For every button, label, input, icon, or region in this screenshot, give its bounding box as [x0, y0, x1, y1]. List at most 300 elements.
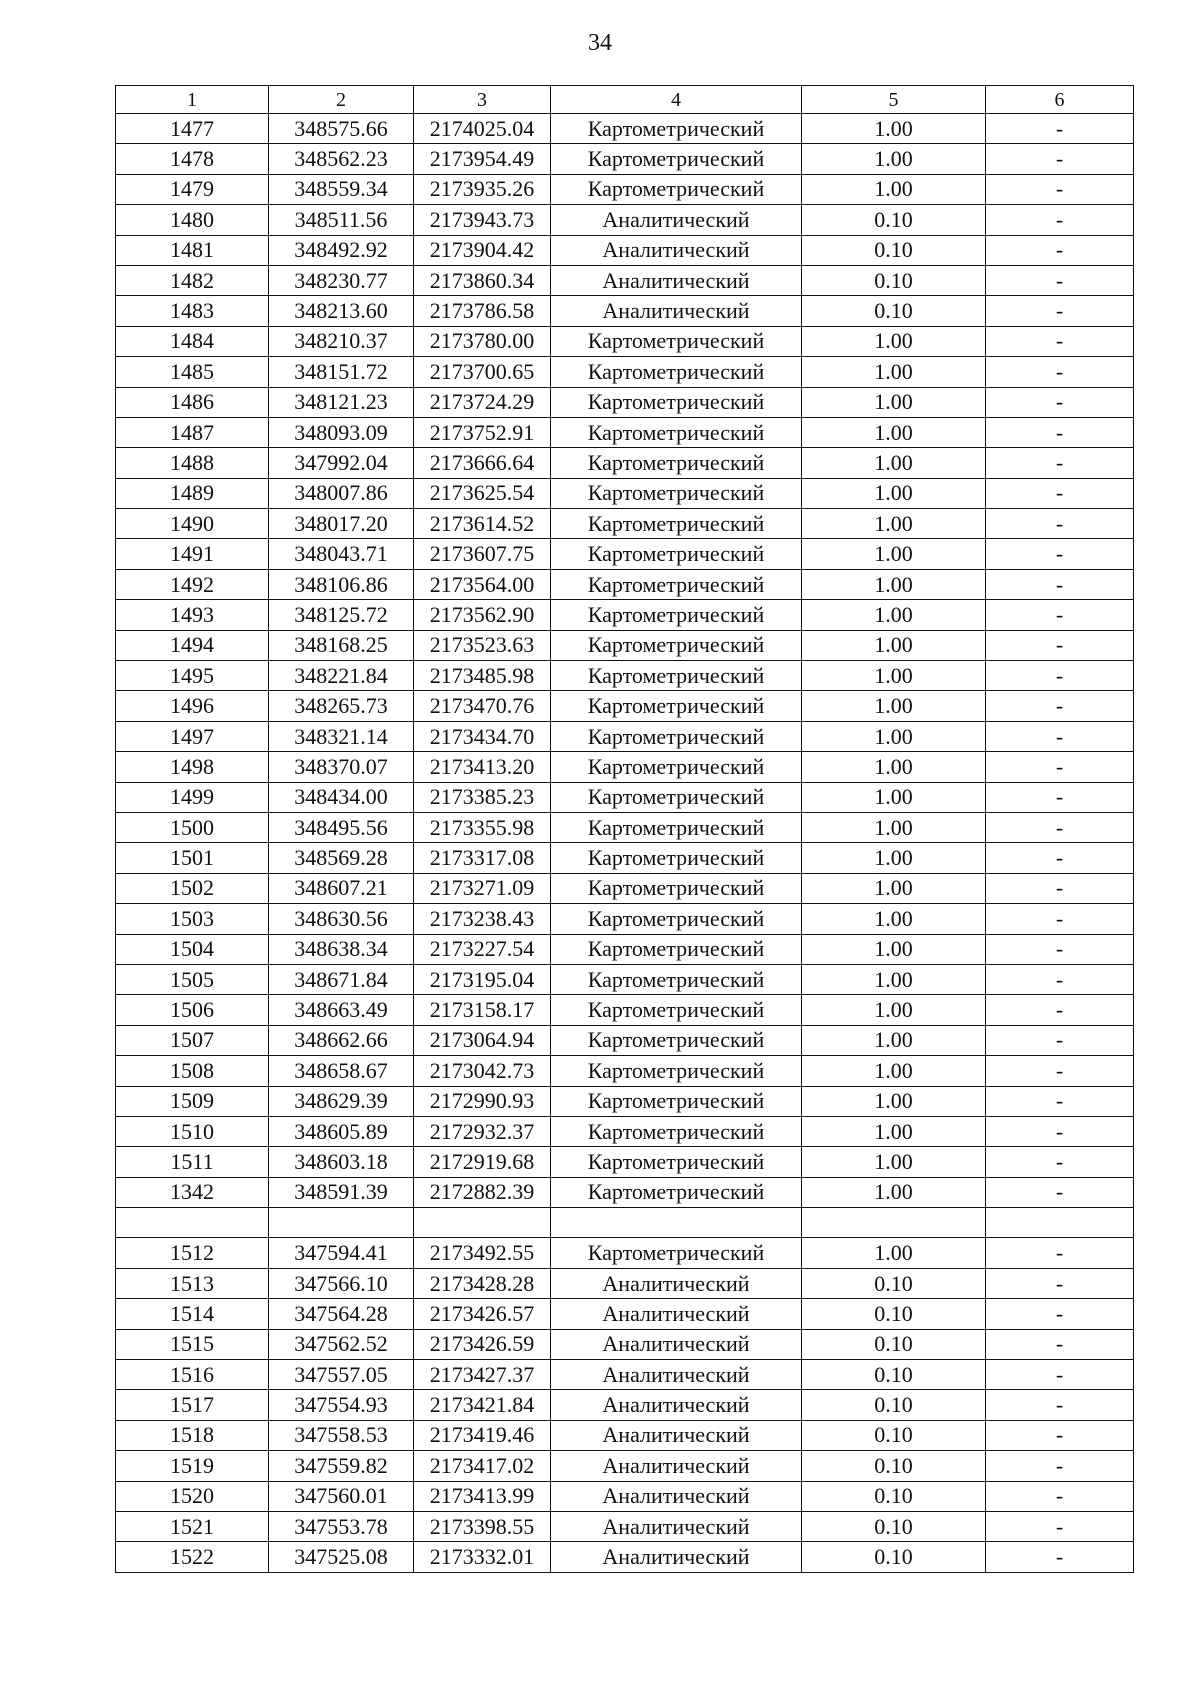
table-cell-col-5: 0.10 [802, 1268, 986, 1298]
table-cell-col-2: 348562.23 [269, 144, 414, 174]
table-cell-col-4: Картометрический [551, 478, 802, 508]
table-cell-col-4: Аналитический [551, 1451, 802, 1481]
table-cell-col-6: - [986, 995, 1134, 1025]
table-cell-col-4: Аналитический [551, 1268, 802, 1298]
table-cell-col-1: 1506 [116, 995, 269, 1025]
table-cell-col-3: 2173943.73 [414, 205, 551, 235]
table-cell-col-4: Аналитический [551, 265, 802, 295]
table-cell-col-6: - [986, 387, 1134, 417]
table-cell-col-6: - [986, 235, 1134, 265]
column-header-3: 3 [414, 86, 551, 114]
table-cell-col-4: Аналитический [551, 235, 802, 265]
table-row [116, 661, 1134, 691]
table-cell-col-2: 348638.34 [269, 934, 414, 964]
coordinates-table [115, 85, 1134, 1573]
table-cell-col-5: 0.10 [802, 1329, 986, 1359]
table-row [116, 235, 1134, 265]
table-cell-col-2: 347559.82 [269, 1451, 414, 1481]
table-row [116, 1542, 1134, 1572]
table-row [116, 174, 1134, 204]
table-row [116, 1420, 1134, 1450]
table-row [116, 1147, 1134, 1177]
table-cell-col-4: Картометрический [551, 539, 802, 569]
table-row [116, 357, 1134, 387]
table-cell-col-1: 1514 [116, 1299, 269, 1329]
table-cell-col-2: 348591.39 [269, 1177, 414, 1207]
table-cell-col-3: 2173042.73 [414, 1056, 551, 1086]
table-cell-col-4: Картометрический [551, 661, 802, 691]
table-row [116, 1238, 1134, 1268]
table-cell-col-6: - [986, 509, 1134, 539]
table-cell-col-1: 1486 [116, 387, 269, 417]
table-cell-col-1: 1490 [116, 509, 269, 539]
table-cell-col-3: 2173385.23 [414, 782, 551, 812]
table-cell-col-3: 2173355.98 [414, 812, 551, 842]
table-cell-col-4: Аналитический [551, 1511, 802, 1541]
table-cell-col-5: 1.00 [802, 600, 986, 630]
table-cell-col-2: 347554.93 [269, 1390, 414, 1420]
table-cell-col-5: 1.00 [802, 448, 986, 478]
table-cell-col-5: 1.00 [802, 964, 986, 994]
table-cell-col-4: Картометрический [551, 387, 802, 417]
table-cell-col-5: 1.00 [802, 1147, 986, 1177]
table-cell-col-2: 348230.77 [269, 265, 414, 295]
table-cell-col-5: 1.00 [802, 721, 986, 751]
table-cell-col-3: 2173238.43 [414, 904, 551, 934]
table-cell-col-4: Аналитический [551, 205, 802, 235]
table-row [116, 509, 1134, 539]
table-cell-col-4: Картометрический [551, 326, 802, 356]
table-cell-col-2: 348603.18 [269, 1147, 414, 1177]
table-row [116, 1451, 1134, 1481]
table-cell-col-4: Аналитический [551, 1360, 802, 1390]
table-cell-col-1: 1481 [116, 235, 269, 265]
table-cell-col-5: 1.00 [802, 569, 986, 599]
table-cell-col-2: 348511.56 [269, 205, 414, 235]
table-cell-col-2: 348213.60 [269, 296, 414, 326]
table-row [116, 1086, 1134, 1116]
table-cell-col-1: 1513 [116, 1268, 269, 1298]
table-cell-col-4: Картометрический [551, 995, 802, 1025]
table-cell-col-4: Картометрический [551, 904, 802, 934]
table-cell-col-6: - [986, 539, 1134, 569]
table-cell-col-3: 2172919.68 [414, 1147, 551, 1177]
table-cell-col-5: 1.00 [802, 843, 986, 873]
table-cell-col-6: - [986, 752, 1134, 782]
table-cell-col-2: 347564.28 [269, 1299, 414, 1329]
table-cell-col-4: Картометрический [551, 417, 802, 447]
table-cell-col-6: - [986, 326, 1134, 356]
table-cell-col-3: 2173317.08 [414, 843, 551, 873]
table-cell-col-5: 0.10 [802, 1390, 986, 1420]
table-row [116, 114, 1134, 144]
table-cell-col-2: 348370.07 [269, 752, 414, 782]
table-cell-col-2: 348605.89 [269, 1116, 414, 1146]
table-row [116, 904, 1134, 934]
table-cell-col-3: 2173700.65 [414, 357, 551, 387]
table-cell-col-1: 1507 [116, 1025, 269, 1055]
table-cell-col-4: Картометрический [551, 357, 802, 387]
table-row [116, 1025, 1134, 1055]
table-cell-col-6: - [986, 691, 1134, 721]
table-cell-col-3: 2173419.46 [414, 1420, 551, 1450]
table-cell-col-6: - [986, 630, 1134, 660]
table-row [116, 1177, 1134, 1207]
table-cell-col-1: 1499 [116, 782, 269, 812]
table-row [116, 1360, 1134, 1390]
table-cell-col-6: - [986, 1420, 1134, 1450]
table-row [116, 843, 1134, 873]
table-row [116, 144, 1134, 174]
table-cell-col-2: 347562.52 [269, 1329, 414, 1359]
table-cell-col-5: 1.00 [802, 661, 986, 691]
table-cell-col-3: 2173485.98 [414, 661, 551, 691]
table-cell-col-5: 1.00 [802, 144, 986, 174]
table-cell-col-6: - [986, 721, 1134, 751]
table-cell-col-5: 1.00 [802, 691, 986, 721]
table-row [116, 569, 1134, 599]
table-cell-col-2: 347553.78 [269, 1511, 414, 1541]
table-cell-col-6: - [986, 964, 1134, 994]
table-cell-col-3 [414, 1208, 551, 1238]
table-cell-col-1: 1480 [116, 205, 269, 235]
table-cell-col-6: - [986, 1542, 1134, 1572]
table-row [116, 964, 1134, 994]
table-cell-col-4: Картометрический [551, 1025, 802, 1055]
table-cell-col-5: 1.00 [802, 417, 986, 447]
table-cell-col-3: 2173271.09 [414, 873, 551, 903]
table-cell-col-3: 2173426.57 [414, 1299, 551, 1329]
table-header [116, 86, 1134, 114]
table-row [116, 539, 1134, 569]
table-cell-col-5: 1.00 [802, 995, 986, 1025]
table-cell-col-2: 348492.92 [269, 235, 414, 265]
table-cell-col-1: 1479 [116, 174, 269, 204]
table-cell-col-2: 348043.71 [269, 539, 414, 569]
table-cell-col-6: - [986, 934, 1134, 964]
table-row [116, 1329, 1134, 1359]
table-row [116, 326, 1134, 356]
table-cell-col-2: 348559.34 [269, 174, 414, 204]
table-cell-col-2: 348569.28 [269, 843, 414, 873]
table-cell-col-4: Картометрический [551, 873, 802, 903]
table-cell-col-1: 1515 [116, 1329, 269, 1359]
table-cell-col-6 [986, 1208, 1134, 1238]
table-cell-col-1: 1484 [116, 326, 269, 356]
table-cell-col-4: Картометрический [551, 691, 802, 721]
table-cell-col-5: 0.10 [802, 235, 986, 265]
table-row [116, 1299, 1134, 1329]
table-cell-col-1: 1517 [116, 1390, 269, 1420]
table-cell-col-6: - [986, 144, 1134, 174]
table-cell-col-2: 347594.41 [269, 1238, 414, 1268]
table-cell-col-1: 1489 [116, 478, 269, 508]
table-cell-col-5: 1.00 [802, 478, 986, 508]
table-cell-col-3: 2173607.75 [414, 539, 551, 569]
table-cell-col-4: Картометрический [551, 1086, 802, 1116]
table-row [116, 812, 1134, 842]
table-cell-col-2: 348671.84 [269, 964, 414, 994]
table-cell-col-3: 2173332.01 [414, 1542, 551, 1572]
table-cell-col-5: 1.00 [802, 509, 986, 539]
table-cell-col-1: 1492 [116, 569, 269, 599]
table-cell-col-3: 2173413.20 [414, 752, 551, 782]
table-cell-col-4: Картометрический [551, 1177, 802, 1207]
table-cell-col-6: - [986, 478, 1134, 508]
table-cell-col-2: 347558.53 [269, 1420, 414, 1450]
table-cell-col-3: 2173666.64 [414, 448, 551, 478]
table-cell-col-1: 1493 [116, 600, 269, 630]
table-cell-col-3: 2173724.29 [414, 387, 551, 417]
table-cell-col-4: Аналитический [551, 296, 802, 326]
table-cell-col-2: 347560.01 [269, 1481, 414, 1511]
table-cell-col-1: 1477 [116, 114, 269, 144]
table-cell-col-1: 1495 [116, 661, 269, 691]
table-cell-col-4: Аналитический [551, 1481, 802, 1511]
table-cell-col-3: 2173860.34 [414, 265, 551, 295]
table-cell-col-6: - [986, 1268, 1134, 1298]
table-row [116, 417, 1134, 447]
table-cell-col-5: 1.00 [802, 539, 986, 569]
table-row [116, 782, 1134, 812]
table-cell-col-4: Картометрический [551, 812, 802, 842]
table-cell-col-3: 2173227.54 [414, 934, 551, 964]
table-row [116, 600, 1134, 630]
table-cell-col-4: Картометрический [551, 174, 802, 204]
table-cell-col-1: 1501 [116, 843, 269, 873]
table-cell-col-2: 348630.56 [269, 904, 414, 934]
table-cell-col-3: 2173752.91 [414, 417, 551, 447]
table-cell-col-1: 1488 [116, 448, 269, 478]
table-cell-col-1: 1342 [116, 1177, 269, 1207]
table-cell-col-1: 1482 [116, 265, 269, 295]
table-cell-col-6: - [986, 1056, 1134, 1086]
table-cell-col-6: - [986, 174, 1134, 204]
table-cell-col-3: 2173625.54 [414, 478, 551, 508]
table-cell-col-6: - [986, 569, 1134, 599]
table-cell-col-5: 0.10 [802, 205, 986, 235]
table-row [116, 721, 1134, 751]
table-cell-col-4: Аналитический [551, 1390, 802, 1420]
table-cell-col-2: 347525.08 [269, 1542, 414, 1572]
table-cell-col-1: 1496 [116, 691, 269, 721]
table-cell-col-6: - [986, 265, 1134, 295]
table-cell-col-3: 2173398.55 [414, 1511, 551, 1541]
table-cell-col-5: 1.00 [802, 326, 986, 356]
table-cell-col-3: 2174025.04 [414, 114, 551, 144]
table-cell-col-5: 1.00 [802, 904, 986, 934]
table-cell-col-4: Аналитический [551, 1329, 802, 1359]
table-cell-col-4: Картометрический [551, 600, 802, 630]
column-header-4: 4 [551, 86, 802, 114]
table-cell-col-4: Картометрический [551, 1147, 802, 1177]
table-cell-col-2: 348265.73 [269, 691, 414, 721]
table-cell-col-6: - [986, 114, 1134, 144]
table-cell-col-4: Аналитический [551, 1542, 802, 1572]
table-cell-col-4: Картометрический [551, 1116, 802, 1146]
table-cell-col-5: 1.00 [802, 873, 986, 903]
table-cell-col-6: - [986, 1238, 1134, 1268]
table-cell-col-2: 348662.66 [269, 1025, 414, 1055]
table-cell-col-6: - [986, 661, 1134, 691]
table-cell-col-6: - [986, 1299, 1134, 1329]
table-cell-col-2: 348151.72 [269, 357, 414, 387]
table-cell-col-2: 348093.09 [269, 417, 414, 447]
table-cell-col-3: 2173780.00 [414, 326, 551, 356]
table-cell-col-6: - [986, 1147, 1134, 1177]
table-cell-col-5: 1.00 [802, 1056, 986, 1086]
table-cell-col-3: 2173492.55 [414, 1238, 551, 1268]
table-cell-col-3: 2173195.04 [414, 964, 551, 994]
table-row [116, 387, 1134, 417]
table-cell-col-6: - [986, 904, 1134, 934]
table-cell-col-4: Картометрический [551, 630, 802, 660]
table-cell-col-6: - [986, 843, 1134, 873]
table-cell-col-5: 1.00 [802, 630, 986, 660]
table-cell-col-1: 1516 [116, 1360, 269, 1390]
table-row [116, 1511, 1134, 1541]
table-cell-col-3: 2173564.00 [414, 569, 551, 599]
table-cell-col-6: - [986, 357, 1134, 387]
table-cell-col-6: - [986, 600, 1134, 630]
table-cell-col-3: 2173904.42 [414, 235, 551, 265]
table-row [116, 630, 1134, 660]
table-cell-col-1 [116, 1208, 269, 1238]
table-cell-col-1: 1483 [116, 296, 269, 326]
table-cell-col-1: 1503 [116, 904, 269, 934]
table-cell-col-5: 0.10 [802, 1420, 986, 1450]
table-row [116, 1481, 1134, 1511]
table-cell-col-5 [802, 1208, 986, 1238]
table-cell-col-2: 348658.67 [269, 1056, 414, 1086]
table-cell-col-2: 348121.23 [269, 387, 414, 417]
table-cell-col-4 [551, 1208, 802, 1238]
table-cell-col-6: - [986, 1511, 1134, 1541]
table-cell-col-5: 0.10 [802, 1360, 986, 1390]
table-cell-col-1: 1498 [116, 752, 269, 782]
column-header-2: 2 [269, 86, 414, 114]
table-row [116, 265, 1134, 295]
table-cell-col-2: 348168.25 [269, 630, 414, 660]
table-cell-col-1: 1494 [116, 630, 269, 660]
table-cell-col-5: 1.00 [802, 114, 986, 144]
table-cell-col-3: 2172990.93 [414, 1086, 551, 1116]
table-cell-col-3: 2173434.70 [414, 721, 551, 751]
table-cell-col-1: 1521 [116, 1511, 269, 1541]
table-cell-col-2: 348629.39 [269, 1086, 414, 1116]
table-cell-col-2: 348575.66 [269, 114, 414, 144]
table-cell-col-1: 1497 [116, 721, 269, 751]
table-cell-col-5: 0.10 [802, 1299, 986, 1329]
table-cell-col-2: 348106.86 [269, 569, 414, 599]
table-cell-col-1: 1487 [116, 417, 269, 447]
table-cell-col-1: 1505 [116, 964, 269, 994]
table-cell-col-5: 0.10 [802, 1511, 986, 1541]
table-cell-col-2: 347557.05 [269, 1360, 414, 1390]
table-cell-col-5: 1.00 [802, 934, 986, 964]
table-row [116, 1268, 1134, 1298]
table-row [116, 1116, 1134, 1146]
table-cell-col-4: Аналитический [551, 1420, 802, 1450]
table-cell-col-3: 2173470.76 [414, 691, 551, 721]
table-cell-col-6: - [986, 1086, 1134, 1116]
table-cell-col-2: 348607.21 [269, 873, 414, 903]
table-row [116, 691, 1134, 721]
table-row [116, 448, 1134, 478]
table-cell-col-1: 1522 [116, 1542, 269, 1572]
table-cell-col-5: 1.00 [802, 1116, 986, 1146]
table-cell-col-1: 1520 [116, 1481, 269, 1511]
table-cell-col-1: 1519 [116, 1451, 269, 1481]
table-cell-col-3: 2173427.37 [414, 1360, 551, 1390]
table-cell-col-5: 1.00 [802, 752, 986, 782]
table-cell-col-4: Картометрический [551, 1238, 802, 1268]
table-cell-col-6: - [986, 417, 1134, 447]
table-row [116, 478, 1134, 508]
table-cell-col-5: 1.00 [802, 387, 986, 417]
table-cell-col-1: 1485 [116, 357, 269, 387]
table-cell-col-4: Картометрический [551, 934, 802, 964]
table-cell-col-1: 1500 [116, 812, 269, 842]
table-cell-col-2: 348495.56 [269, 812, 414, 842]
table-cell-col-3: 2173064.94 [414, 1025, 551, 1055]
table-cell-col-4: Картометрический [551, 1056, 802, 1086]
table-row [116, 1208, 1134, 1238]
table-row [116, 1056, 1134, 1086]
table-cell-col-3: 2173158.17 [414, 995, 551, 1025]
table-row [116, 296, 1134, 326]
table-cell-col-2: 347566.10 [269, 1268, 414, 1298]
table-cell-col-3: 2172932.37 [414, 1116, 551, 1146]
table-cell-col-6: - [986, 205, 1134, 235]
table-cell-col-5: 1.00 [802, 1086, 986, 1116]
table-cell-col-2: 347992.04 [269, 448, 414, 478]
table-cell-col-4: Картометрический [551, 144, 802, 174]
table-cell-col-5: 1.00 [802, 1238, 986, 1268]
table-cell-col-6: - [986, 1025, 1134, 1055]
table-cell-col-6: - [986, 782, 1134, 812]
table-row [116, 1390, 1134, 1420]
table-cell-col-3: 2173421.84 [414, 1390, 551, 1420]
table-row [116, 205, 1134, 235]
table-cell-col-4: Картометрический [551, 114, 802, 144]
header-row [116, 86, 1134, 114]
table-cell-col-4: Картометрический [551, 752, 802, 782]
table-cell-col-3: 2172882.39 [414, 1177, 551, 1207]
table-cell-col-4: Картометрический [551, 448, 802, 478]
table-cell-col-6: - [986, 448, 1134, 478]
table-cell-col-2: 348017.20 [269, 509, 414, 539]
table-cell-col-3: 2173935.26 [414, 174, 551, 204]
table-cell-col-5: 1.00 [802, 782, 986, 812]
table-cell-col-2: 348007.86 [269, 478, 414, 508]
table-cell-col-1: 1512 [116, 1238, 269, 1268]
table-cell-col-1: 1511 [116, 1147, 269, 1177]
table-row [116, 873, 1134, 903]
table-cell-col-2: 348221.84 [269, 661, 414, 691]
table-row [116, 995, 1134, 1025]
table-cell-col-6: - [986, 1481, 1134, 1511]
table-cell-col-4: Аналитический [551, 1299, 802, 1329]
column-header-6: 6 [986, 86, 1134, 114]
table-cell-col-1: 1508 [116, 1056, 269, 1086]
table-cell-col-3: 2173413.99 [414, 1481, 551, 1511]
table-cell-col-5: 0.10 [802, 1542, 986, 1572]
table-cell-col-2 [269, 1208, 414, 1238]
table-cell-col-1: 1491 [116, 539, 269, 569]
table-cell-col-3: 2173426.59 [414, 1329, 551, 1359]
table-cell-col-6: - [986, 1177, 1134, 1207]
